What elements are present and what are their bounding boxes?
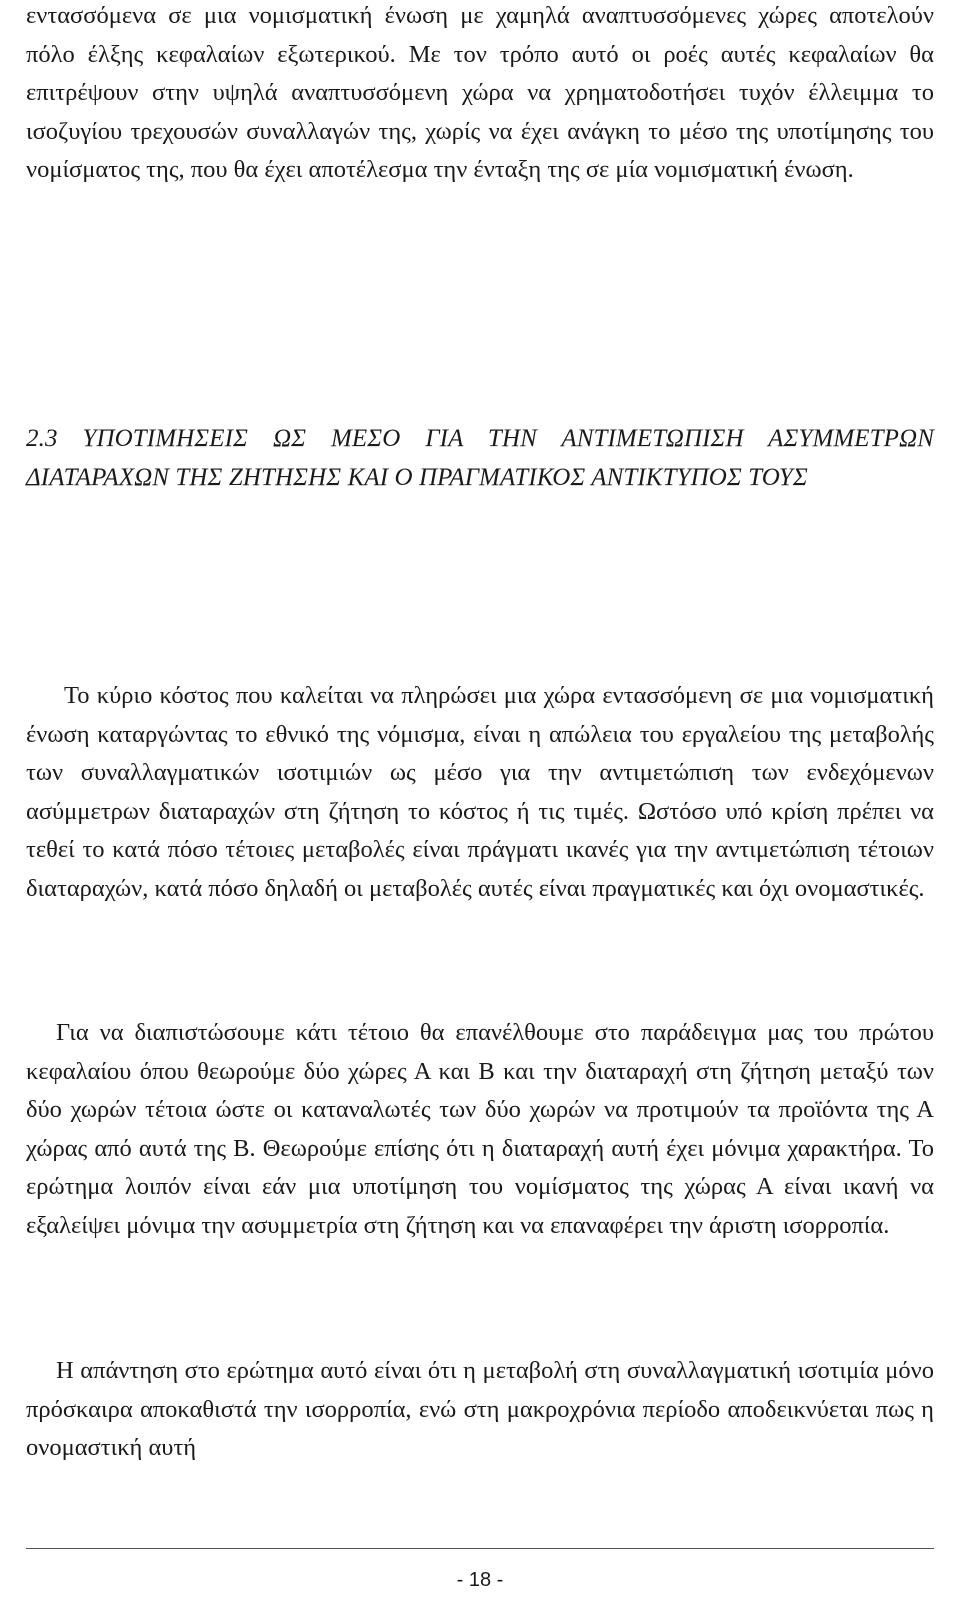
section-heading: 2.3 ΥΠΟΤΙΜΗΣΕΙΣ ΩΣ ΜΕΣΟ ΓΙΑ ΤΗΝ ΑΝΤΙΜΕΤΩΠΙΣΗ ΑΣΥΜΜΕΤΡΩΝ ΔΙΑΤΑΡΑΧΩΝ ΤΗΣ ΖΗΤΗΣΗΣ ΚΑΙ Ο ΠΡΑΓΜΑΤΙΚΟΣ ΑΝΤΙΚΤΥΠΟΣ ΤΟΥΣ <box>26 425 934 491</box>
body-paragraph: Το κύριο κόστος που καλείται να πληρώσει μια χώρα εντασσόμενη σε μια νομισματική ένωση καταργώντας το εθνικό της νόμισμα, είναι η απώλεια του εργαλείου της μεταβολής των συναλλαγματικών ισοτιμιών ως μέσο για την αντιμετώπιση των ενδεχόμενων ασύμμετρων διαταραχών στη ζήτηση το κόστος ή τις τιμές. Ωστόσο υπό κρίση πρέπει να τεθεί το κατά πόσο τέτοιες μεταβολές είναι πράγματι ικανές για την αντιμετώπιση τέτοιων διαταραχών, κατά πόσο δηλαδή οι μεταβολές αυτές είναι πραγματικές και όχι ονομαστικές. <box>26 682 934 902</box>
body-paragraph: Η απάντηση στο ερώτημα αυτό είναι ότι η μεταβολή στη συναλλαγματική ισοτιμία μόνο πρόσκαιρα αποκαθιστά την ισορροπία, ενώ στη μακροχρόνια περίοδο αποδεικνύεται πως η ονομαστική αυτή <box>26 1357 934 1461</box>
footer-divider <box>26 1548 934 1549</box>
body-paragraph: Για να διαπιστώσουμε κάτι τέτοιο θα επανέλθουμε στο παράδειγμα μας του πρώτου κεφαλαίου όπου θεωρούμε δύο χώρες Α και Β και την διαταραχή στη ζήτηση μεταξύ των δύο χωρών τέτοια ώστε οι καταναλωτές των δύο χωρών να προτιμούν τα προϊόντα της Α χώρας από αυτά της Β. Θεωρούμε επίσης ότι η διαταραχή αυτή έχει μόνιμα χαρακτήρα. Το ερώτημα λοιπόν είναι εάν μια υποτίμηση του νομίσματος της χώρας Α είναι ικανή να εξαλείψει μόνιμα την ασυμμετρία στη ζήτηση και να επαναφέρει την άριστη ισορροπία. <box>26 1019 934 1239</box>
body-paragraph: εντασσόμενα σε μια νομισματική ένωση με χαμηλά αναπτυσσόμενες χώρες αποτελούν πόλο έλξης κεφαλαίων εξωτερικού. Με τον τρόπο αυτό οι ροές αυτές κεφαλαίων θα επιτρέψουν στην υψηλά αναπτυσσόμενη χώρα να χρηματοδοτήσει τυχόν έλλειμμα το ισοζυγίου τρεχουσών συναλλαγών της, χωρίς να έχει ανάγκη το μέσο της υποτίμησης του νομίσματος της, που θα έχει αποτέλεσμα την ένταξη της σε μία νομισματική ένωση. <box>26 2 934 183</box>
page-number: - 18 - <box>456 1569 504 1591</box>
